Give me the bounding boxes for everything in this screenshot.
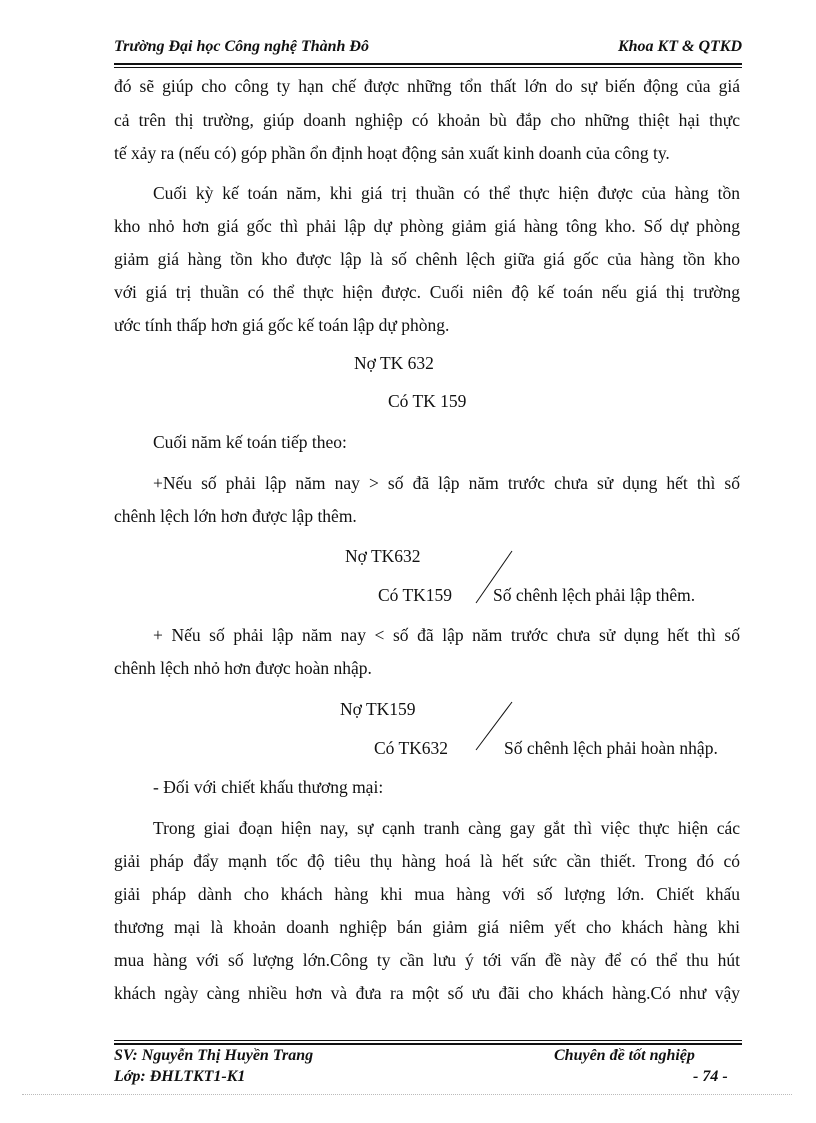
body-line-6: giảm giá hàng tồn kho được lập là số chênh lệch giữa giá gốc của hàng tồn kho	[114, 249, 740, 269]
body-line-13: chênh lệch nhỏ hơn được hoàn nhập.	[114, 658, 372, 678]
body-line-10: +Nếu số phải lập năm nay > số đã lập năm trước chưa sử dụng hết thì số	[153, 473, 740, 493]
body-line-18: thương mại là khoản doanh nghiệp bán giảm giá niêm yết cho khách hàng khi	[114, 917, 740, 937]
body-line-19: mua hàng với số lượng lớn.Công ty cần lưu ý tới vấn đề này để có thể thu hút	[114, 950, 740, 970]
entry-3-debit: Nợ TK159	[340, 699, 416, 719]
footer-rule-thin	[114, 1040, 742, 1041]
body-line-17: giải pháp dành cho khách hàng khi mua hàng với số lượng lớn. Chiết khấu	[114, 884, 740, 904]
entry-3-credit: Có TK632	[374, 738, 449, 758]
entry-1-credit: Có TK 159	[388, 391, 467, 411]
entry-1-debit: Nợ TK 632	[354, 353, 434, 373]
body-line-5: kho nhỏ hơn giá gốc thì phải lập dự phòng giảm giá hàng tông kho. Số dự phòng	[114, 216, 740, 236]
page-header	[114, 38, 742, 62]
header-faculty: Khoa KT & QTKD	[617, 38, 742, 55]
header-rule-thin	[114, 67, 742, 68]
page-edge-dotted	[22, 1094, 792, 1095]
body-line-3: tế xảy ra (nếu có) góp phần ổn định hoạt động sản xuất kinh doanh của công ty.	[114, 143, 670, 163]
footer-topic: Chuyên đề tốt nghiệp	[554, 1047, 695, 1064]
body-line-7: với giá trị thuần có thể thực hiện được. Cuối niên độ kế toán nếu giá thị trường	[114, 282, 740, 302]
footer-rule-thick	[114, 1043, 742, 1045]
header-school: Trường Đại học Công nghệ Thành Đô	[114, 38, 369, 55]
entry-2-debit: Nợ TK632	[345, 546, 421, 566]
footer-student: SV: Nguyễn Thị Huyền Trang	[114, 1047, 314, 1064]
body-line-20: khách ngày càng nhiều hơn và đưa ra một số ưu đãi cho khách hàng.Có như vậy	[114, 983, 740, 1003]
body-line-12: + Nếu số phải lập năm nay < số đã lập năm trước chưa sử dụng hết thì số	[153, 625, 740, 645]
entry-3-note: Số chênh lệch phải hoàn nhập.	[504, 738, 718, 758]
body-line-9: Cuối năm kế toán tiếp theo:	[153, 432, 347, 452]
body-line-11: chênh lệch lớn hơn được lập thêm.	[114, 506, 357, 526]
body-line-14: - Đối với chiết khấu thương mại:	[153, 777, 384, 797]
body-line-16: giải pháp đẩy mạnh tốc độ tiêu thụ hàng hoá là hết sức cần thiết. Trong đó có	[114, 851, 740, 871]
body-line-8: ước tính thấp hơn giá gốc kế toán lập dự phòng.	[114, 315, 450, 335]
body-line-2: cả trên thị trường, giúp doanh nghiệp có khoản bù đắp cho những thiệt hại thực	[114, 110, 740, 130]
header-rule-thick	[114, 63, 742, 65]
footer-page-number: - 74 -	[693, 1068, 728, 1085]
entry-2-note: Số chênh lệch phải lập thêm.	[493, 585, 696, 605]
body-line-15: Trong giai đoạn hiện nay, sự cạnh tranh càng gay gắt thì việc thực hiện các	[153, 818, 740, 838]
entry-2-credit: Có TK159	[378, 585, 453, 605]
body-line-1: đó sẽ giúp cho công ty hạn chế được những tổn thất lớn do sự biến động của giá	[114, 76, 740, 96]
body-line-4: Cuối kỳ kế toán năm, khi giá trị thuần có thể thực hiện được của hàng tồn	[153, 183, 740, 203]
footer-class: Lớp: ĐHLTKT1-K1	[114, 1068, 246, 1085]
